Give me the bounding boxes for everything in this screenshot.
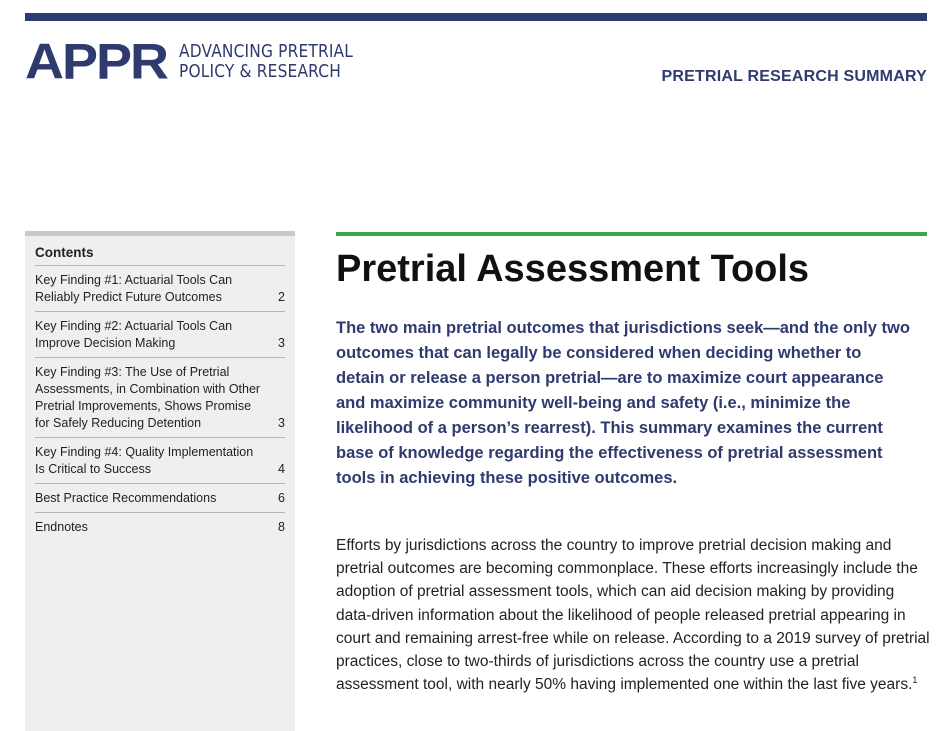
body-paragraph [336, 534, 931, 696]
toc-item-page: 8 [278, 520, 285, 534]
toc-item-label: Key Finding #3: The Use of Pretrial Assessments, in Combination with Other Pretrial Improvements, Shows Promise for Safely Reducing Detention [35, 365, 261, 430]
toc-item-page: 4 [278, 462, 285, 476]
page-title: Pretrial Assessment Tools [336, 248, 810, 290]
toc-item-page: 3 [278, 336, 285, 350]
toc-item-page: 6 [278, 491, 285, 505]
appr-logo[interactable] [25, 34, 377, 90]
toc-item-best-practice[interactable] [35, 484, 285, 513]
toc-item-endnotes[interactable] [35, 513, 285, 541]
logo-text [179, 42, 353, 82]
logo-line-1: ADVANCING PRETRIAL [179, 42, 354, 62]
toc-item-label: Endnotes [35, 520, 88, 534]
toc-item-key-finding-2[interactable] [35, 312, 285, 358]
toc-list [35, 266, 285, 541]
top-rule [25, 13, 927, 21]
toc-item-page: 2 [278, 290, 285, 304]
contents-sidebar [25, 231, 295, 731]
toc-item-label: Key Finding #4: Quality Implementation Is Critical to Success [35, 445, 254, 476]
toc-item-label: Key Finding #2: Actuarial Tools Can Improve Decision Making [35, 319, 233, 350]
contents-heading: Contents [35, 245, 285, 266]
toc-item-label: Best Practice Recommendations [35, 491, 217, 505]
logo-line-2: POLICY & RESEARCH [179, 62, 341, 82]
document-type-label: PRETRIAL RESEARCH SUMMARY [661, 68, 927, 85]
logo-mark: APPR [25, 34, 168, 90]
toc-item-key-finding-1[interactable] [35, 266, 285, 312]
intro-summary: The two main pretrial outcomes that jurisdictions seek—and the only two outcomes that can legally be considered when deciding whether to detain or release a person pretrial—are to maximize court appearance and maximize community well-being and safety (i.e., minimize the likelihood of a person’s rearrest). This summary examines the current base of knowledge regarding the effectiveness of pretrial assessment tools in achieving these positive outcomes. [336, 319, 910, 487]
title-accent-rule [336, 232, 927, 236]
toc-item-label: Key Finding #1: Actuarial Tools Can Reliably Predict Future Outcomes [35, 273, 233, 304]
toc-item-key-finding-3[interactable] [35, 358, 285, 438]
toc-item-page: 3 [278, 416, 285, 430]
body-paragraph-text: Efforts by jurisdictions across the country to improve pretrial decision making and pretrial outcomes are becoming commonplace. These efforts increasingly include the adoption of pretrial assessment tools, which can aid decision making by providing data-driven information about the likelihood of people released pretrial appearing in court and remaining arrest-free while on release. According to a 2019 survey of pretrial practices, close to two-thirds of jurisdictions across the country use a pretrial assessment tool, with nearly 50% having implemented one within the last five years. [336, 537, 930, 694]
toc-item-key-finding-4[interactable] [35, 438, 285, 484]
footnote-reference[interactable]: 1 [912, 675, 918, 686]
